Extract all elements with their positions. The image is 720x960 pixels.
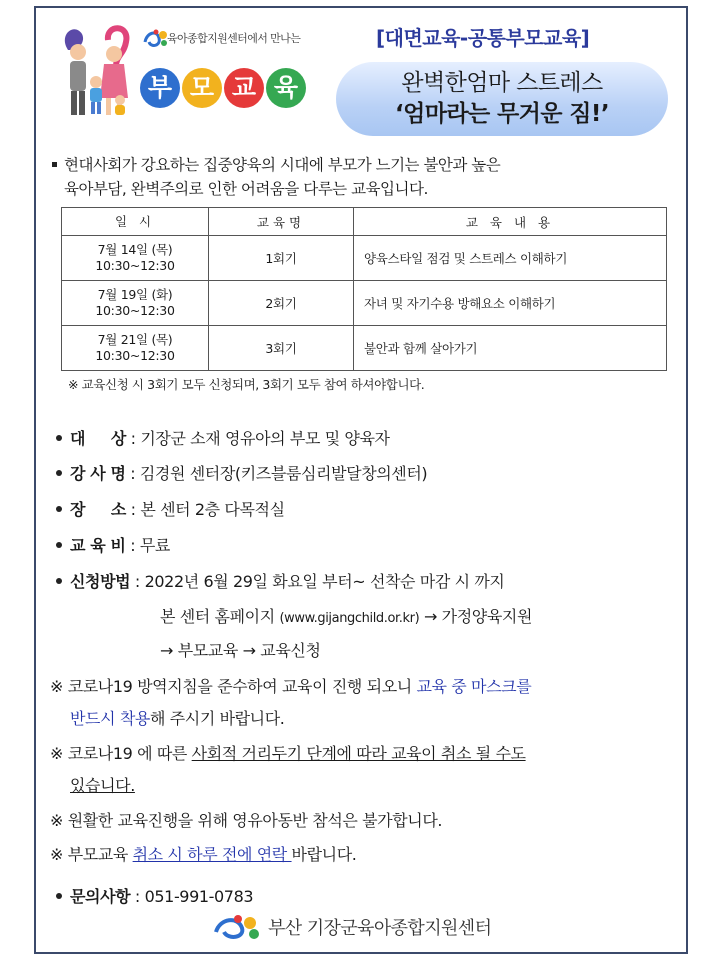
contact-row (54, 884, 253, 907)
session-content: 불안과 함께 살아가기 (354, 326, 667, 371)
notice-mask-end: 해 주시기 바랍니다. (149, 709, 285, 728)
session-date-cell (62, 326, 209, 371)
table-row (62, 236, 667, 281)
instructor-label: 강 사 명 (70, 464, 126, 483)
notice-cancel-contact (50, 842, 356, 865)
bullet-icon (56, 578, 62, 584)
table-row (62, 281, 667, 326)
title-char-1: 부 (140, 68, 180, 108)
headline-line-1: 완벽한엄마 스트레스 (401, 70, 603, 96)
session-date: 7월 21일 (목) (97, 332, 173, 347)
apply-row (54, 569, 504, 592)
apply-line-3: → 부모교육 → 교육신청 (160, 641, 321, 660)
center-logo-icon (143, 28, 169, 50)
bullet-icon (56, 542, 62, 548)
notice-distancing-underline: 사회적 거리두기 단계에 따라 교육이 취소 될 수도 (191, 744, 526, 763)
session-time: 10:30~12:30 (95, 258, 175, 273)
notice-distancing-end: 있습니다. (70, 776, 135, 795)
session-date-cell (62, 281, 209, 326)
notice-mask (50, 674, 531, 697)
notice-distancing-text: ※ 코로나19 에 따른 (50, 744, 192, 763)
bullet-icon (56, 435, 62, 441)
apply-path-text: → 가정양육지원 (419, 607, 532, 626)
fee-value: : 무료 (130, 536, 170, 555)
contact-phone[interactable]: : 051-991-0783 (134, 887, 254, 906)
notice-cancel-end: 바랍니다. (291, 845, 357, 864)
family-illustration-icon (56, 20, 136, 120)
headline-bubble (336, 62, 668, 136)
instructor-value: : 김경원 센터장(키즈블룸심리발달창의센터) (130, 464, 428, 483)
session-content: 자녀 및 자기수용 방해요소 이해하기 (354, 281, 667, 326)
apply-value: : 2022년 6월 29일 화요일 부터~ 선착순 마감 시 까지 (134, 572, 505, 591)
title-char-2: 모 (182, 68, 222, 108)
bullet-icon (56, 506, 62, 512)
schedule-table (61, 207, 667, 371)
notice-cancel-distancing (50, 741, 526, 764)
title-char-4: 육 (266, 68, 306, 108)
table-note: ※ 교육신청 시 3회기 모두 신청되며, 3회기 모두 참여 하셔야합니다. (68, 377, 425, 392)
notice-mask-highlight-2: 반드시 착용 (70, 709, 150, 728)
header-session: 교육명 (209, 208, 354, 236)
square-bullet-icon (52, 162, 57, 167)
session-time: 10:30~12:30 (95, 303, 175, 318)
apply-label: 신청방법 (70, 572, 131, 591)
table-header-row (62, 208, 667, 236)
fee-row (54, 533, 170, 556)
place-row (54, 497, 285, 520)
place-label: 장 소 (70, 500, 126, 519)
session-time: 10:30~12:30 (95, 348, 175, 363)
contact-label: 문의사항 (70, 887, 131, 906)
notice-cancel-highlight: 취소 시 하루 전에 연락 (132, 845, 292, 864)
session-date-cell (62, 236, 209, 281)
session-date: 7월 14일 (목) (97, 242, 173, 257)
footer-org-name: 부산 기장군육아종합지원센터 (268, 918, 492, 939)
homepage-url-link[interactable]: (www.gijangchild.or.kr) (279, 611, 420, 626)
bullet-icon (56, 470, 62, 476)
target-label: 대 상 (70, 429, 126, 448)
instructor-row (54, 461, 427, 484)
notice-no-children: ※ 원활한 교육진행을 위해 영유아동반 참석은 불가합니다. (50, 811, 443, 830)
header-content: 교 육 내 용 (354, 208, 667, 236)
apply-homepage-text: 본 센터 홈페이지 (160, 607, 280, 626)
intro-line-1: 현대사회가 강요하는 집중양육의 시대에 부모가 느기는 불안과 높은 (64, 156, 501, 174)
notice-mask-line-2 (70, 706, 284, 729)
header-date: 일 시 (62, 208, 209, 236)
session-number: 2회기 (209, 281, 354, 326)
target-value: : 기장군 소재 영유아의 부모 및 양육자 (130, 429, 390, 448)
place-value: : 본 센터 2층 다목적실 (130, 500, 285, 519)
education-category: [대면교육-공통부모교육] (376, 26, 590, 50)
table-row (62, 326, 667, 371)
center-logo-icon (212, 914, 264, 942)
session-number: 1회기 (209, 236, 354, 281)
notice-cancel-text: ※ 부모교육 (50, 845, 133, 864)
session-date: 7월 19일 (화) (97, 287, 173, 302)
apply-line-2 (160, 604, 532, 627)
notice-mask-text: ※ 코로나19 방역지침을 준수하여 교육이 진행 되오니 (50, 677, 417, 696)
headline-line-2: ‘엄마라는 무거운 짐!’ (395, 101, 609, 127)
intro-line-2: 육아부담, 완벽주의로 인한 어려움을 다루는 교육입니다. (64, 180, 428, 198)
org-subtitle: 육아종합지원센터에서 만나는 (167, 32, 301, 45)
session-content: 양육스타일 점검 및 스트레스 이해하기 (354, 236, 667, 281)
intro-text (48, 153, 668, 201)
bullet-icon (56, 893, 62, 899)
title-char-3: 교 (224, 68, 264, 108)
session-number: 3회기 (209, 326, 354, 371)
target-row (54, 426, 390, 449)
fee-label: 교 육 비 (70, 536, 126, 555)
notice-mask-highlight: 교육 중 마스크를 (416, 677, 532, 696)
